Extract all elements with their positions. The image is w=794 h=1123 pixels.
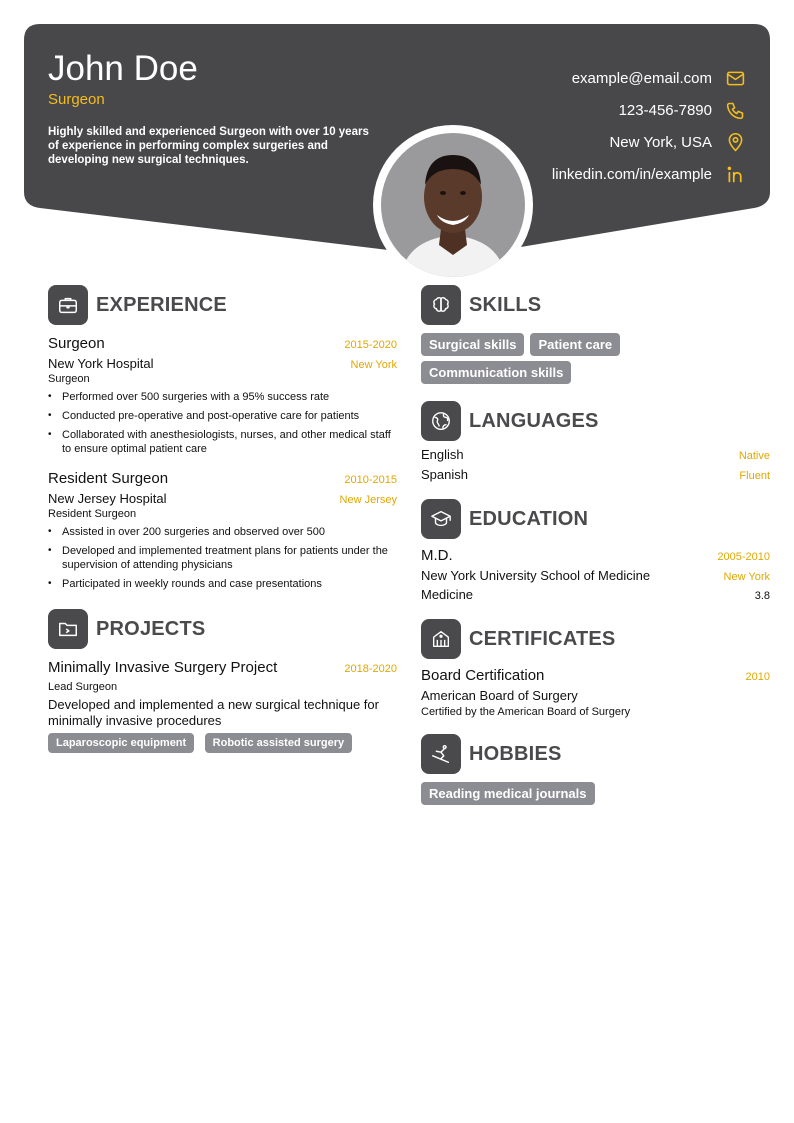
bullet-item: • Developed and implemented treatment plans for patients under the supervision of attending physicians <box>48 544 397 572</box>
field-of-study: Medicine <box>421 587 474 602</box>
bullet-item: • Performed over 500 surgeries with a 95% success rate <box>48 390 397 404</box>
skill-tag: Patient care <box>530 333 620 356</box>
briefcase-icon <box>48 285 88 325</box>
job-bullets <box>48 390 397 456</box>
right-column <box>421 285 770 810</box>
projects-header <box>48 609 397 649</box>
contact-location <box>552 126 746 158</box>
certificate-building-icon <box>421 619 461 659</box>
certificate-issuer: American Board of Surgery <box>421 688 578 703</box>
globe-icon <box>421 401 461 441</box>
profile-photo <box>381 133 525 277</box>
contact-linkedin[interactable] <box>552 158 746 190</box>
job-role: Surgeon <box>48 373 90 385</box>
employer: New Jersey Hospital <box>48 491 167 506</box>
project-entry <box>48 659 397 753</box>
education-dates: 2005-2010 <box>717 551 770 563</box>
certificate-title: Board Certification <box>421 667 545 684</box>
project-title: Minimally Invasive Surgery Project <box>48 659 278 676</box>
education-entry <box>421 547 770 602</box>
languages-title: LANGUAGES <box>469 409 599 432</box>
bullet-item: • Participated in weekly rounds and case presentations <box>48 577 397 591</box>
language-name: Spanish <box>421 467 468 482</box>
bullet-item: • Assisted in over 200 surgeries and observed over 500 <box>48 525 397 539</box>
graduation-cap-icon <box>421 499 461 539</box>
phone-text[interactable]: 123-456-7890 <box>618 101 712 119</box>
hobbies-title: HOBBIES <box>469 742 562 765</box>
language-name: English <box>421 447 464 462</box>
experience-entry <box>48 335 397 456</box>
bullet-item: • Conducted pre-operative and post-operative care for patients <box>48 409 397 423</box>
job-bullets <box>48 525 397 591</box>
summary-text: Highly skilled and experienced Surgeon with over 10 years of experience in performing complex surgeries and developing new surgical techniques. <box>48 126 369 166</box>
project-tags <box>48 733 397 753</box>
certificates-title: CERTIFICATES <box>469 627 616 650</box>
education-title: EDUCATION <box>469 507 589 530</box>
certificate-year: 2010 <box>745 671 770 683</box>
skills-header <box>421 285 770 325</box>
hobbies-list <box>421 782 770 810</box>
job-location: New York <box>350 359 397 371</box>
location-pin-icon <box>724 131 746 153</box>
school: New York University School of Medicine <box>421 568 651 583</box>
location-text: New York, USA <box>609 133 712 151</box>
linkedin-text[interactable]: linkedin.com/in/example <box>551 165 712 183</box>
candidate-title: Surgeon <box>48 91 105 108</box>
project-tag: Laparoscopic equipment <box>48 733 194 753</box>
employer: New York Hospital <box>48 356 154 371</box>
skill-tag: Communication skills <box>421 361 571 384</box>
job-title: Resident Surgeon <box>48 470 169 487</box>
job-dates: 2010-2015 <box>344 474 397 486</box>
phone-icon <box>724 99 746 121</box>
certificate-description: Certified by the American Board of Surgery <box>421 706 631 718</box>
hobby-tag: Reading medical journals <box>421 782 595 805</box>
certificate-entry <box>421 667 770 718</box>
project-dates: 2018-2020 <box>344 663 397 675</box>
language-level: Native <box>738 450 770 462</box>
email-text[interactable]: example@email.com <box>571 69 712 87</box>
contact-list <box>552 62 746 190</box>
mail-icon <box>724 67 746 89</box>
project-role: Lead Surgeon <box>48 681 118 693</box>
skill-tag: Surgical skills <box>421 333 524 356</box>
linkedin-icon <box>724 163 746 185</box>
hobbies-header <box>421 734 770 774</box>
job-title: Surgeon <box>48 335 105 352</box>
languages-list <box>421 447 770 487</box>
certificates-header <box>421 619 770 659</box>
projects-title: PROJECTS <box>96 617 206 640</box>
left-column <box>48 285 397 753</box>
experience-entry <box>48 470 397 591</box>
folder-icon <box>48 609 88 649</box>
candidate-name: John Doe <box>48 49 198 88</box>
brain-icon <box>421 285 461 325</box>
experience-header <box>48 285 397 325</box>
gpa: 3.8 <box>754 590 770 602</box>
language-row <box>421 447 770 467</box>
bullet-item: • Collaborated with anesthesiologists, nurses, and other medical staff to ensure optimal patient care <box>48 428 397 456</box>
contact-phone[interactable] <box>552 94 746 126</box>
skiing-icon <box>421 734 461 774</box>
job-role: Resident Surgeon <box>48 508 137 520</box>
job-dates: 2015-2020 <box>344 339 397 351</box>
skills-list <box>421 333 721 389</box>
contact-email[interactable] <box>552 62 746 94</box>
education-location: New York <box>723 571 770 583</box>
language-level: Fluent <box>739 470 770 482</box>
language-row <box>421 467 770 487</box>
degree: M.D. <box>421 547 453 564</box>
skills-title: SKILLS <box>469 293 542 316</box>
project-description: Developed and implemented a new surgical technique for minimally invasive procedures <box>48 697 379 728</box>
job-location: New Jersey <box>339 494 397 506</box>
project-tag: Robotic assisted surgery <box>205 733 352 753</box>
experience-title: EXPERIENCE <box>96 293 227 316</box>
profile-photo-frame <box>373 125 533 285</box>
education-header <box>421 499 770 539</box>
languages-header <box>421 401 770 441</box>
